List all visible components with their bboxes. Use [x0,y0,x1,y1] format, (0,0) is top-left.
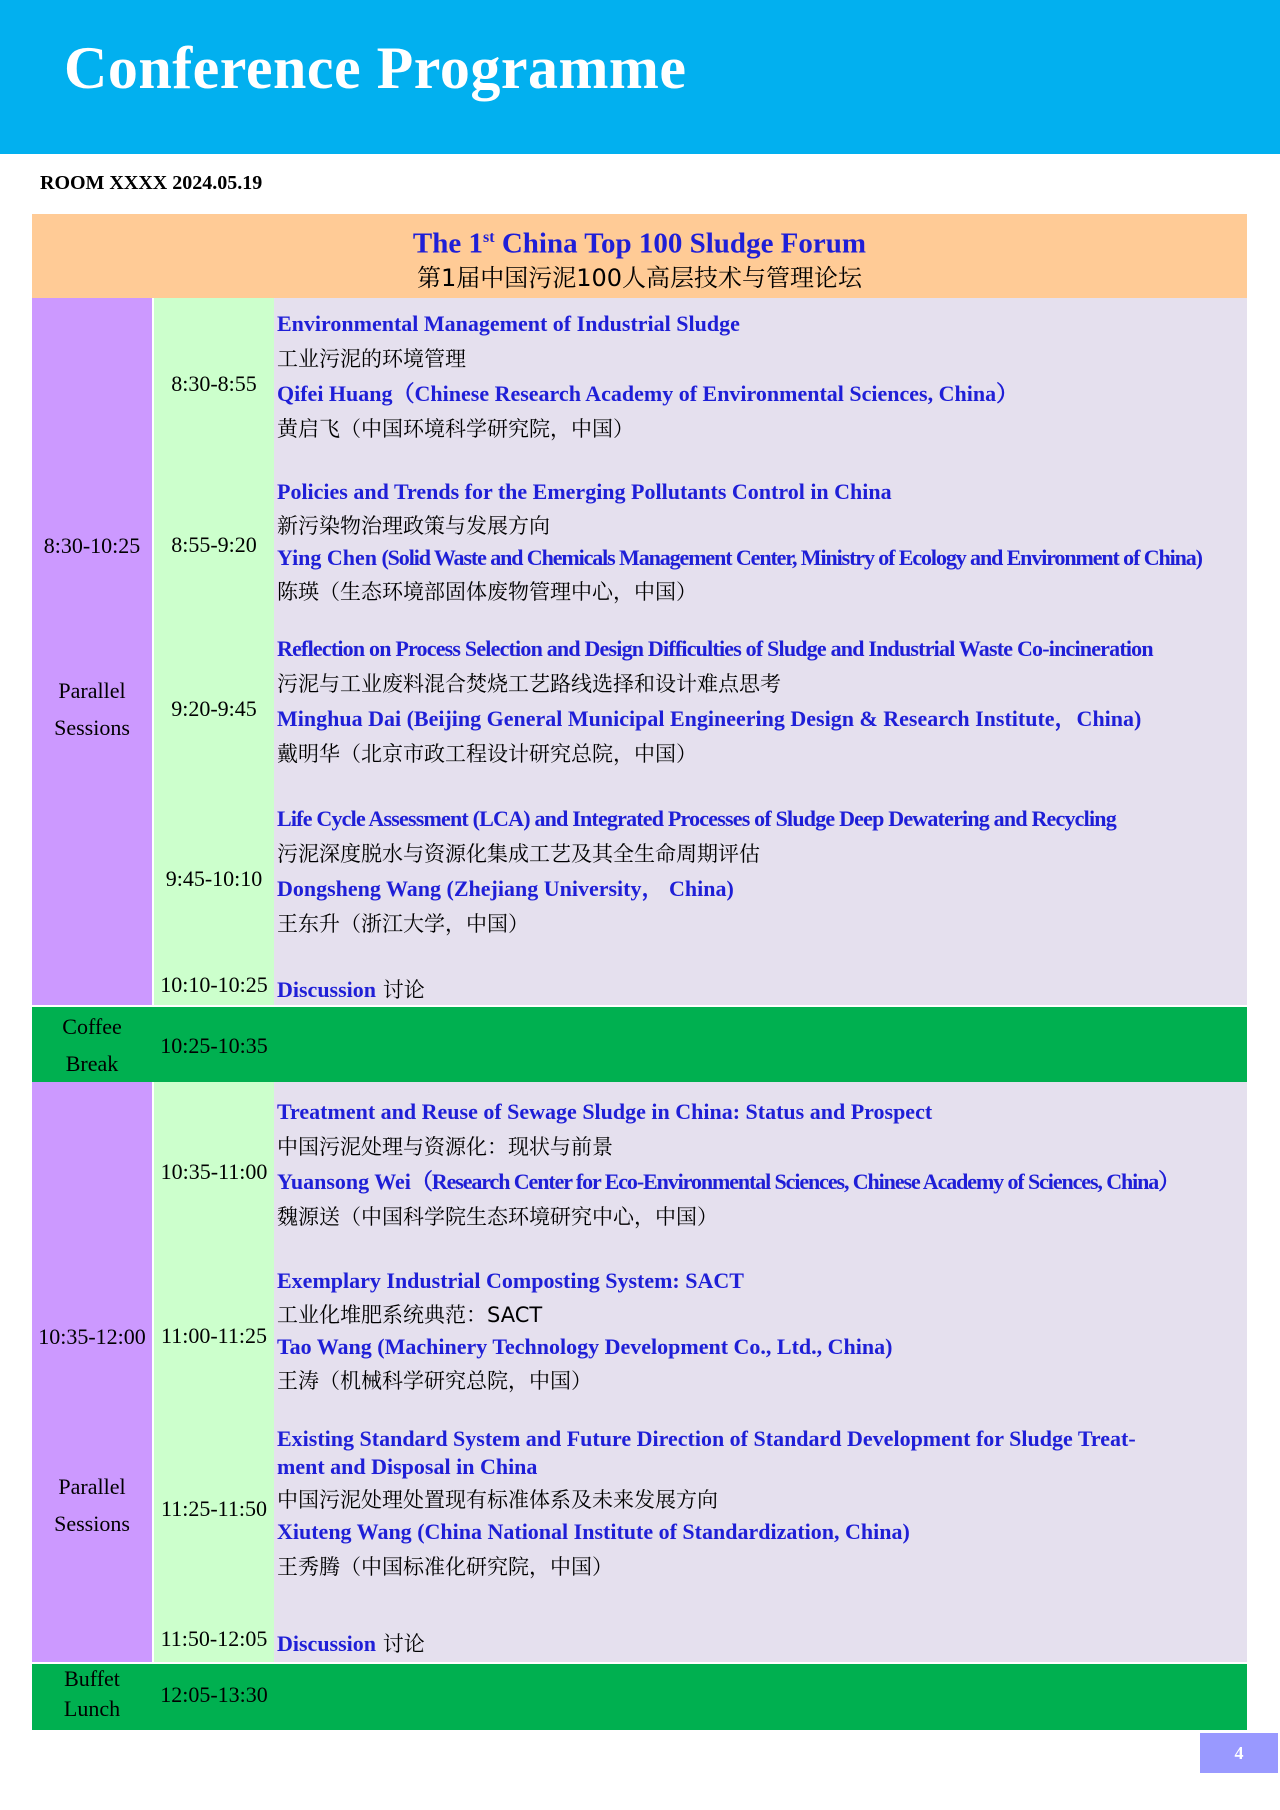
session-label-line1: Parallel [58,1474,126,1499]
talk-speaker-cn: 王东升（浙江大学，中国） [277,912,529,936]
talk-title-cn: 中国污泥处理处置现有标准体系及未来发展方向 [277,1488,718,1512]
talk-speaker-cn: 陈瑛（生态环境部固体废物管理中心，中国） [277,580,697,604]
talk-speaker [277,545,1237,571]
speaker-name: Yuansong Wei [277,1169,411,1194]
page-number: 4 [1200,1733,1278,1773]
talk-title-en: Policies and Trends for the Emerging Pollutants Control in China [277,479,892,504]
talk-title-cn: 新污染物治理政策与发展方向 [277,514,550,538]
talk-speaker [277,1334,1237,1360]
talk-time: 9:45-10:10 [165,866,263,891]
lunch-time: 12:05-13:30 [160,1682,268,1707]
session-label-line2: Sessions [54,715,130,740]
talk-title-en-line2: ment and Disposal in China [277,1454,538,1479]
session-label-1 [32,672,152,746]
page-title: Conference Programme [64,35,687,101]
talk-title-en: Environmental Management of Industrial Sludge [277,311,740,336]
talk-entry [277,636,1237,767]
speaker-name: Ying Chen [277,545,378,570]
discussion-cn: 讨论 [376,1632,425,1656]
speaker-affiliation: (China National Institute of Standardization, China) [411,1519,910,1544]
talk-speaker [277,381,1237,407]
forum-title [32,220,1247,262]
speaker-affiliation: (Solid Waste and Chemicals Management Center, Ministry of Ecology and Environment of China) [377,545,1202,570]
speaker-affiliation: （Chinese Research Academy of Environmental Sciences, China） [392,381,1019,406]
talk-speaker [277,1169,1237,1195]
talk-time: 9:20-9:45 [171,696,257,721]
header-banner [0,0,1280,154]
talk-title-cn: 污泥深度脱水与资源化集成工艺及其全生命周期评估 [277,842,760,866]
talk-time: 8:30-8:55 [171,371,257,396]
discussion-time: 10:10-10:25 [160,972,268,997]
talk-title-cn: 工业污泥的环境管理 [277,347,466,371]
session-time-2: 10:35-12:00 [38,1324,146,1349]
talk-entry [277,479,1237,605]
room-date: ROOM XXXX 2024.05.19 [40,172,263,194]
speaker-name: Qifei Huang [277,381,393,406]
talk-title-en: Reflection on Process Selection and Design Difficulties of Sludge and Industrial Waste Co-incineration [277,636,1153,661]
forum-title-bar [32,214,1247,298]
speaker-affiliation: (Machinery Technology Development Co., Ltd., China) [371,1334,893,1359]
talk-entry [277,311,1237,442]
coffee-break-line2: Break [65,1051,119,1076]
talk-entry [277,806,1237,937]
talk-speaker [277,876,1237,902]
lunch-line1: Buffet [64,1666,120,1691]
session-label-line1: Parallel [58,678,126,703]
session-time-1: 8:30-10:25 [43,533,141,558]
talk-title-en: Treatment and Reuse of Sewage Sludge in China: Status and Prospect [277,1099,933,1124]
session-column-2 [32,1082,152,1662]
speaker-affiliation: (Beijing General Municipal Engineering Design & Research Institute，China) [401,706,1142,731]
talk-title-en: Life Cycle Assessment (LCA) and Integrated Processes of Sludge Deep Dewatering and Recycling [277,806,1116,831]
talk-speaker-cn: 魏源送（中国科学院生态环境研究中心，中国） [277,1205,718,1229]
talk-time: 10:35-11:00 [160,1159,268,1184]
discussion-en: Discussion [277,1631,377,1656]
talk-time: 8:55-9:20 [171,532,257,557]
talk-time: 11:00-11:25 [161,1323,267,1348]
speaker-affiliation: (Zhejiang University， China) [441,876,734,901]
speaker-name: Minghua Dai [277,706,402,731]
talk-entry [277,1426,1237,1580]
lunch-label [32,1664,152,1724]
forum-title-sup: st [483,229,495,246]
speaker-name: Xiuteng Wang [277,1519,412,1544]
talk-title-en: Exemplary Industrial Composting System: SACT [277,1268,744,1293]
talk-time: 11:25-11:50 [161,1496,267,1521]
time-column-1 [154,298,274,1005]
discussion-en: Discussion [277,977,377,1002]
coffee-break-time: 10:25-10:35 [160,1033,268,1058]
talk-speaker-cn: 王秀腾（中国标准化研究院，中国） [277,1555,613,1579]
forum-subtitle: 第1届中国污泥100人高层技术与管理论坛 [416,263,863,292]
talk-entry [277,1268,1237,1394]
discussion-entry [277,1628,425,1658]
speaker-name: Tao Wang [277,1334,372,1359]
talk-speaker-cn: 王涛（机械科学研究总院，中国） [277,1369,592,1393]
session-column-1 [32,298,152,1005]
discussion-time: 11:50-12:05 [160,1626,268,1651]
talk-title-cn: 中国污泥处理与资源化：现状与前景 [277,1135,613,1159]
session-label-line2: Sessions [54,1511,130,1536]
talk-speaker-cn: 戴明华（北京市政工程设计研究总院，中国） [277,742,697,766]
coffee-break-label [32,1008,152,1082]
talk-title-cn: 污泥与工业废料混合焚烧工艺路线选择和设计难点思考 [277,672,781,696]
discussion-cn: 讨论 [376,978,425,1002]
forum-title-prefix: The 1 [412,227,484,260]
talk-speaker-cn: 黄启飞（中国环境科学研究院，中国） [277,417,634,441]
talk-title-en-line1: Existing Standard System and Future Direction of Standard Development for Sludge Treat- [277,1426,1136,1451]
forum-title-suffix: China Top 100 Sludge Forum [494,227,867,260]
discussion-entry [277,974,425,1004]
talk-speaker [277,706,1237,732]
session-label-2 [32,1468,152,1542]
speaker-name: Dongsheng Wang [277,876,442,901]
coffee-break-line1: Coffee [62,1014,122,1039]
talk-entry [277,1099,1237,1230]
speaker-affiliation: （Research Center for Eco-Environmental Sciences, Chinese Academy of Sciences, China） [410,1169,1180,1194]
talk-title-cn: 工业化堆肥系统典范：SACT [277,1303,543,1327]
lunch-line2: Lunch [63,1696,121,1721]
talk-speaker [277,1519,1237,1545]
